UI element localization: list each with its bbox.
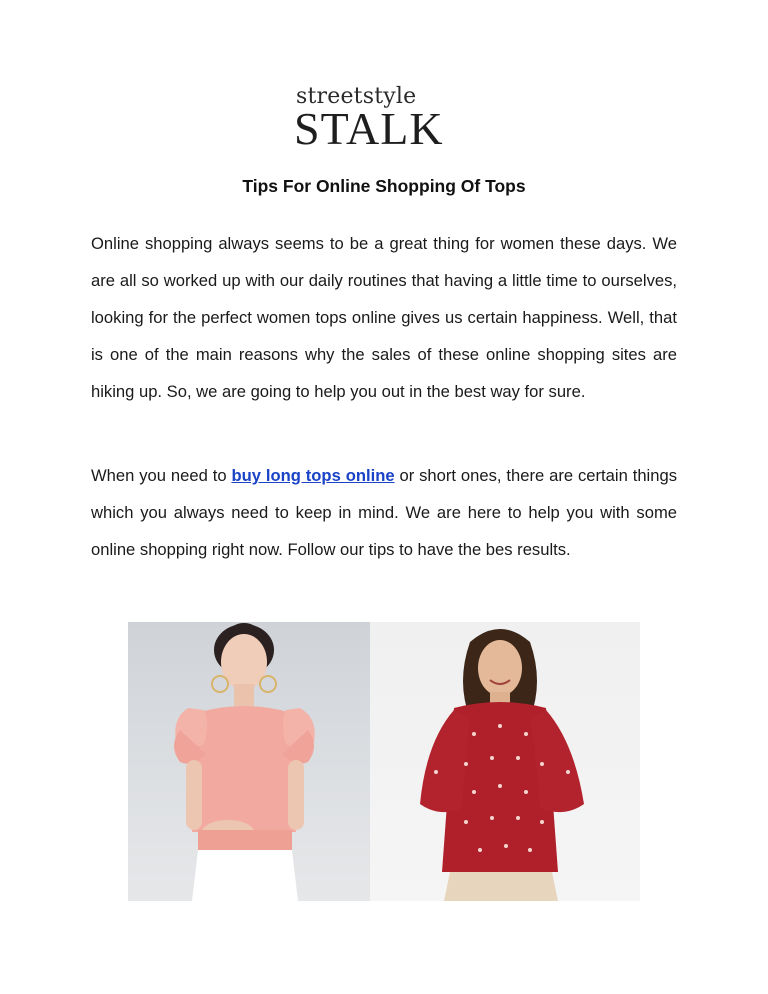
- paragraph-2: [91, 457, 677, 568]
- article-title: Tips For Online Shopping Of Tops: [242, 176, 526, 196]
- photo-pink-top: [128, 622, 370, 901]
- buy-long-tops-link[interactable]: buy long tops online: [231, 466, 395, 485]
- logo-line-2: STALK: [294, 103, 444, 154]
- paragraph-2-text-after: or short ones, there are certain things which you always need to keep in mind. We are here to help you with some online shopping right now. Follow our tips to have the bes results.: [91, 466, 677, 559]
- paragraph-1: Online shopping always seems to be a great thing for women these days. We are all so worked up with our daily routines that having a little time to ourselves, looking for the perfect women tops online gives us certain happiness. Well, that is one of the main reasons why the sales of these online shopping sites are hiking up. So, we are going to help you out in the best way for sure.: [91, 234, 677, 401]
- pink-top-illustration: [128, 622, 370, 901]
- logo-line-1: streetstyle: [296, 84, 417, 109]
- paragraph-2-text-before: When you need to: [91, 466, 232, 485]
- photo-red-top: [370, 622, 640, 901]
- product-photos: [128, 622, 640, 901]
- red-top-illustration: [370, 622, 640, 901]
- brand-logo: [296, 84, 496, 154]
